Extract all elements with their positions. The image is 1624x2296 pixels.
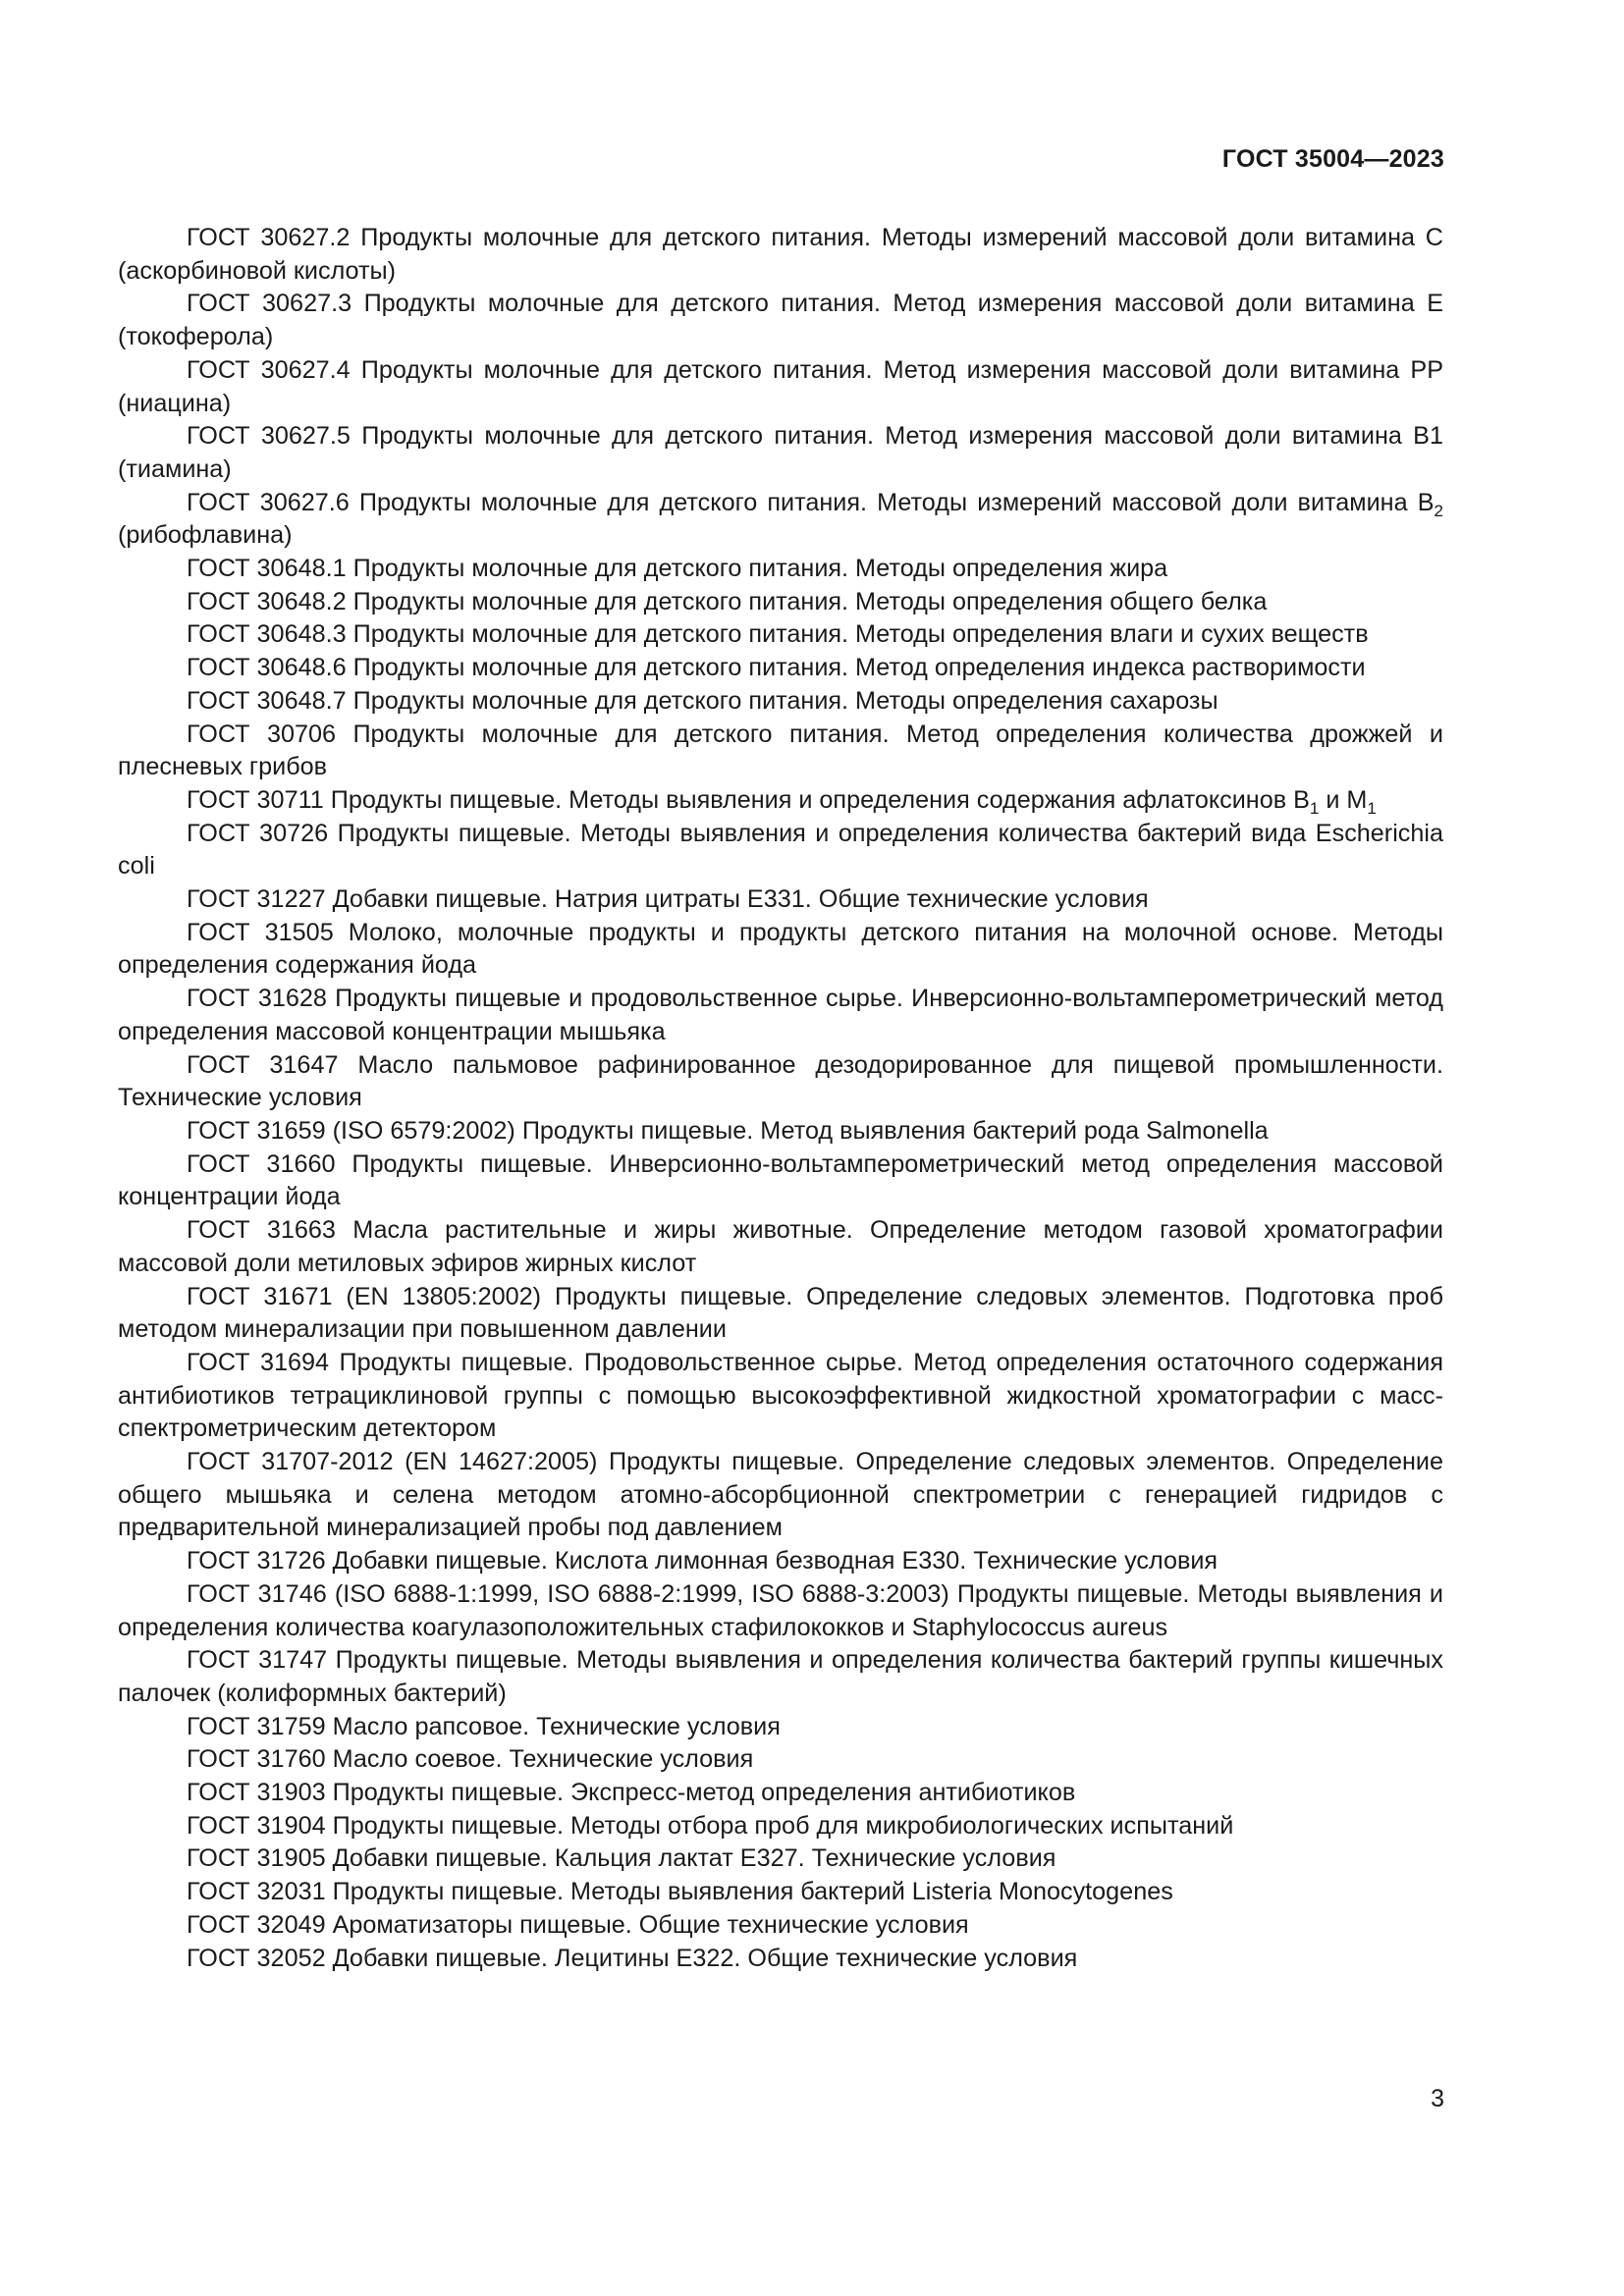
reference-item: ГОСТ 31647 Масло пальмовое рафинированное дезодорированное для пищевой промышленности. Технические условия — [118, 1050, 1443, 1112]
reference-item: ГОСТ 31660 Продукты пищевые. Инверсионно-вольтамперометрический метод определения массовой концентрации йода — [118, 1149, 1443, 1211]
reference-item: ГОСТ 30648.2 Продукты молочные для детского питания. Методы определения общего белка — [187, 587, 1268, 615]
reference-item: ГОСТ 30627.3 Продукты молочные для детского питания. Метод измерения массовой доли витамина Е (токоферола) — [118, 290, 1443, 351]
reference-item: ГОСТ 31694 Продукты пищевые. Продовольственное сырье. Метод определения остаточного содержания антибиотиков тетрациклиновой группы с помощью высокоэффективной жидкостной хроматографии с масс-спектрометрическим детектором — [118, 1348, 1443, 1443]
normative-references-list — [118, 222, 1443, 1975]
reference-item: ГОСТ 31227 Добавки пищевые. Натрия цитраты Е331. Общие технические условия — [187, 885, 1149, 914]
reference-item: ГОСТ 30648.3 Продукты молочные для детского питания. Методы определения влаги и сухих веществ — [187, 620, 1369, 649]
reference-item: ГОСТ 31628 Продукты пищевые и продовольственное сырье. Инверсионно-вольтамперометрический метод определения массовой концентрации мышьяка — [118, 985, 1443, 1045]
reference-item: ГОСТ 30726 Продукты пищевые. Методы выявления и определения количества бактерий вида Escherichia coli — [118, 819, 1443, 881]
reference-item: ГОСТ 31760 Масло соевое. Технические условия — [187, 1745, 754, 1774]
subscript: 1 — [1309, 798, 1320, 818]
reference-item: ГОСТ 31659 (ISO 6579:2002) Продукты пищевые. Метод выявления бактерий рода Salmonella — [187, 1116, 1269, 1145]
reference-item: ГОСТ 30627.2 Продукты молочные для детского питания. Методы измерений массовой доли витамина С (аскорбиновой кислоты) — [118, 224, 1443, 285]
reference-item: ГОСТ 32049 Ароматизаторы пищевые. Общие технические условия — [187, 1910, 969, 1939]
reference-item: ГОСТ 30627.4 Продукты молочные для детского питания. Метод измерения массовой доли витамина РР (ниацина) — [118, 355, 1443, 417]
reference-item: ГОСТ 31505 Молоко, молочные продукты и продукты детского питания на молочной основе. Методы определения содержания йода — [118, 918, 1443, 980]
reference-item: ГОСТ 31663 Масла растительные и жиры животные. Определение методом газовой хроматографии массовой доли метиловых эфиров жирных кислот — [118, 1216, 1443, 1277]
reference-item: ГОСТ 31747 Продукты пищевые. Методы выявления и определения количества бактерий группы кишечных палочек (колиформных бактерий) — [118, 1646, 1443, 1707]
reference-item: ГОСТ 31707-2012 (EN 14627:2005) Продукты пищевые. Определение следовых элементов. Определение общего мышьяка и селена методом атомно-абсорбционной спектрометрии с генерацией гидридов с предварительной минерализацией пробы под давлением — [118, 1448, 1443, 1542]
reference-item: ГОСТ 30648.1 Продукты молочные для детского питания. Методы определения жира — [187, 555, 1168, 583]
reference-item: ГОСТ 31746 (ISO 6888-1:1999, ISO 6888-2:1999, ISO 6888-3:2003) Продукты пищевые. Методы выявления и определения количества коагулазоположительных стафилококков и Staphylococcus aureus — [118, 1579, 1443, 1641]
reference-item: ГОСТ 31903 Продукты пищевые. Экспресс-метод определения антибиотиков — [187, 1779, 1076, 1807]
reference-item: ГОСТ 31671 (EN 13805:2002) Продукты пищевые. Определение следовых элементов. Подготовка проб методом минерализации при повышенном давлении — [118, 1282, 1443, 1344]
reference-item: ГОСТ 30627.5 Продукты молочные для детского питания. Метод измерения массовой доли витамина В1 (тиамина) — [118, 422, 1443, 483]
page-number: 3 — [1431, 2085, 1444, 2112]
reference-item: ГОСТ 32031 Продукты пищевые. Методы выявления бактерий Listeria Monocytogenes — [187, 1878, 1173, 1906]
reference-item: ГОСТ 31759 Масло рапсовое. Технические условия — [187, 1712, 781, 1740]
reference-item: ГОСТ 30648.7 Продукты молочные для детского питания. Методы определения сахарозы — [187, 686, 1218, 715]
reference-item: ГОСТ 31726 Добавки пищевые. Кислота лимонная безводная Е330. Технические условия — [187, 1547, 1218, 1575]
reference-item: ГОСТ 30648.6 Продукты молочные для детского питания. Метод определения индекса растворимости — [187, 654, 1366, 682]
reference-item: ГОСТ 30711 Продукты пищевые. Методы выявления и определения содержания афлатоксинов $В_1$ и $М_1$ — [187, 785, 1377, 818]
reference-item: ГОСТ 30627.6 Продукты молочные для детского питания. Методы измерений массовой доли витамина $В_2$ (рибофлавина) — [118, 488, 1443, 550]
subscript: 1 — [1367, 798, 1377, 818]
reference-item: ГОСТ 31904 Продукты пищевые. Методы отбора проб для микробиологических испытаний — [187, 1811, 1234, 1840]
reference-item: ГОСТ 30706 Продукты молочные для детского питания. Метод определения количества дрожжей и плесневых грибов — [118, 720, 1443, 781]
reference-item: ГОСТ 31905 Добавки пищевые. Кальция лактат Е327. Технические условия — [187, 1844, 1056, 1873]
reference-item: ГОСТ 32052 Добавки пищевые. Лецитины Е322. Общие технические условия — [187, 1944, 1078, 1972]
document-code: ГОСТ 35004—2023 — [1221, 145, 1444, 173]
subscript: 2 — [1434, 501, 1443, 520]
